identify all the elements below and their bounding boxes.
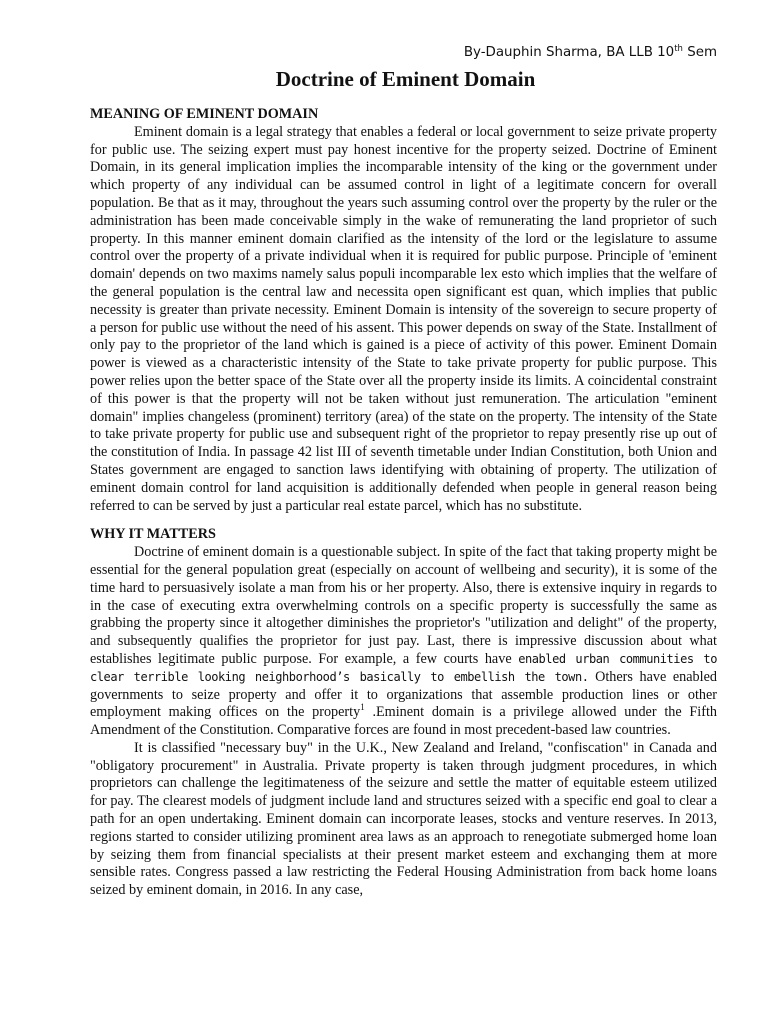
paragraph-text: Doctrine of eminent domain is a questionable subject. In spite of the fact that taking property might be essential for the general population great (especially on account of wellbeing and security), it is some of the time hard to persuasively isolate a man from his or her property. Also, there is extensive inquiry in regards to in the case of executing extra overwhelming controls on a specific property is successfully the same as grabbing the property since it altogether diminishes the proprietor's "utilization and delight" of the property, and subsequently qualifies the proprietor for just pay. Last, there is impressive discussion about what establishes legitimate public purpose. For example, a few courts have bbox=[90, 544, 717, 667]
document-title: Doctrine of Eminent Domain bbox=[275, 67, 536, 91]
footnote-marker[interactable]: 1 bbox=[360, 702, 365, 713]
paragraph-text: .Eminent domain is a privilege allowed under the Fifth Amendment of the Constitution. Comparative forces are found in most precedent-based law countries. bbox=[90, 704, 718, 739]
paragraph-meaning: Eminent domain is a legal strategy that enables a federal or local government to seize private property for public use. The seizing expert must pay honest incentive for the property seized. Doctrine of Eminent Domain, in its general implication implies the incomparable intensity of the king or the government under which property of any individual can be assumed control in light of a legitimate concern for overall population. Be that as it may, throughout the years such assuming control over the property by the ruler or the administration has been made conceivable simply in the wake of remunerating the land proprietor of such property. In this manner eminent domain clarified as the intensity of the lord or the legislature to assume control over the property of a private individual when it is required for public purpose. Principle of 'eminent domain' depends on two maxims namely salus populi incomparable lex esto which implies that the welfare of the general population is the central law and necessita open significant est quan, which implies that public necessity is greater than private necessity. Eminent Domain is intensity of the sovereign to secure property of a person for public use without the need of his assent. This power depends on sway of the State. Installment of only pay to the proprietor of the land which is gained is a piece of activity of this power. Eminent Domain power is viewed as a characteristic intensity of the State to take private property for public purpose. This power relies upon the better space of the State over all the property inside its limits. A coincidental constraint of this power is that the property will not be taken without just remuneration. The articulation "eminent domain" implies changeless (prominent) territory (area) of the state on the property. The intensity of the State to take private property for public use and subsequent right of the proprietor to repay presently rise up out of the constitution of India. In passage 42 list III of seventh timetable under Indian Constitution, both Union and States government are engaged to sanction laws identifying with obtaining of property. The utilization of eminent domain control for land acquisition is additionally defended when people in general reason being referred to can be served by just a particular real estate parcel, which has no substitute. bbox=[90, 123, 718, 514]
author-superscript: th bbox=[674, 44, 683, 54]
section-gap bbox=[90, 515, 717, 526]
section-heading-meaning: MEANING OF EMINENT DOMAIN bbox=[90, 106, 319, 122]
author-text: By-Dauphin Sharma, BA LLB 10 bbox=[463, 45, 675, 60]
paragraph-text-alt-font: enabled urban communities to clear terrible looking neighborhood’s basically to embellish the town. bbox=[90, 651, 717, 684]
author-suffix: Sem bbox=[682, 45, 717, 60]
paragraph-text: Others have enabled governments to seize property and offer it to organizations that assemble production lines or other employment making offices on the property bbox=[90, 668, 717, 721]
author-line bbox=[90, 44, 717, 62]
section-heading-why-it-matters: WHY IT MATTERS bbox=[90, 526, 216, 543]
paragraph-why-it-matters-2: It is classified "necessary buy" in the U.K., New Zealand and Ireland, "confiscation" in Canada and "obligatory procurement" in Australia. Private property is taken through judgment procedures, in which proprietors can challenge the legitimateness of the seizure and settle the matter of equitable esteem utilized for pay. The clearest models of judgment include land and structures seized with a specific end goal to clear a path for an open undertaking. Eminent domain can incorporate leases, stocks and venture reserves. In 2013, regions started to consider utilizing prominent area laws as an approach to renegotiate submerged home loan by seizing them from financial specialists at their present market esteem and exchanging them at more sensible rates. Congress passed a law restricting the Federal Housing Administration from back home loans seized by eminent domain, in 2016. In any case, bbox=[90, 739, 717, 899]
paragraph-why-it-matters-1 bbox=[90, 544, 717, 740]
